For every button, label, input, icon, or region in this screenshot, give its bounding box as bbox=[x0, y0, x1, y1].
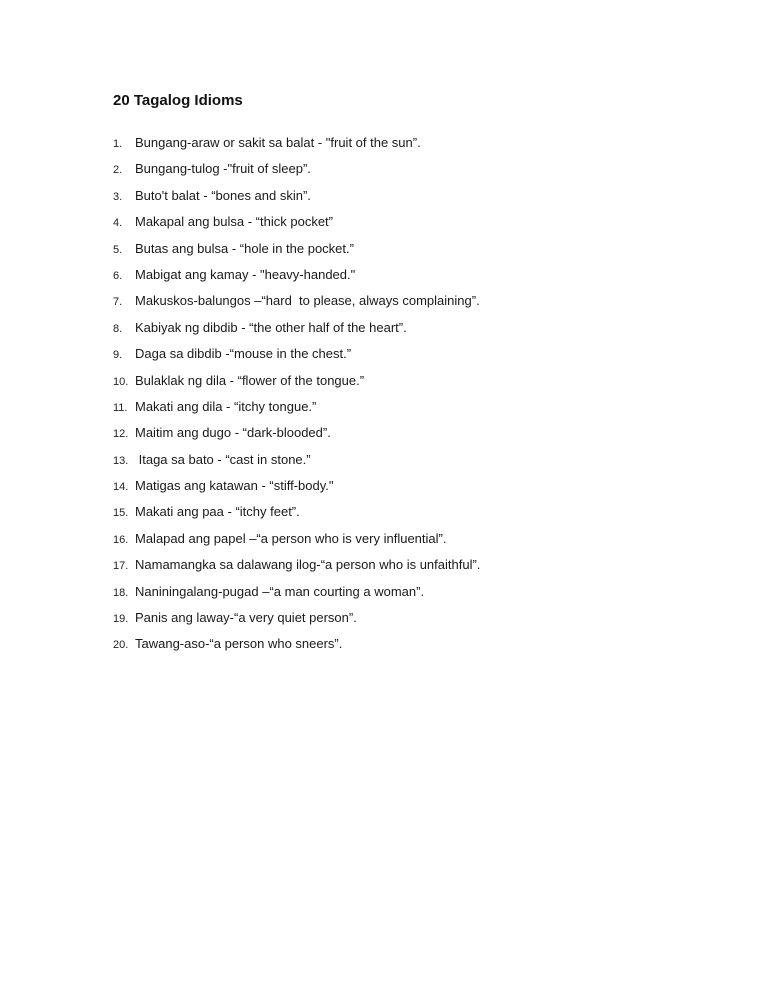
item-number: 17. bbox=[113, 560, 129, 573]
item-number: 2. bbox=[113, 164, 123, 177]
item-number: 12. bbox=[113, 428, 129, 441]
idiom-item bbox=[113, 135, 733, 161]
item-number: 15. bbox=[113, 507, 129, 520]
item-number: 5. bbox=[113, 243, 123, 256]
item-text: Malapad ang papel –“a person who is very influential”. bbox=[135, 530, 447, 546]
item-text: Bungang-araw or sakit sa balat - "fruit of the sun”. bbox=[135, 135, 421, 150]
item-text: Tawang-aso-“a person who sneers”. bbox=[135, 636, 343, 652]
item-text: Buto't balat - “bones and skin”. bbox=[135, 187, 311, 203]
item-number: 4. bbox=[113, 217, 123, 230]
idiom-item bbox=[113, 636, 733, 662]
idiom-item bbox=[113, 293, 733, 319]
idiom-item bbox=[113, 161, 733, 187]
idiom-item bbox=[113, 557, 733, 583]
item-number: 13. bbox=[113, 454, 129, 467]
item-number: 20. bbox=[113, 639, 129, 652]
item-text: Makapal ang bulsa - “thick pocket” bbox=[135, 214, 333, 230]
idiom-item bbox=[113, 478, 733, 504]
idiom-item bbox=[113, 504, 733, 530]
item-number: 14. bbox=[113, 481, 129, 494]
item-text: Makati ang dila - “itchy tongue.” bbox=[135, 398, 317, 414]
item-text: Mabigat ang kamay - "heavy-handed." bbox=[135, 266, 356, 282]
item-text: Daga sa dibdib -“mouse in the chest.” bbox=[135, 346, 352, 362]
item-text: Panis ang laway-“a very quiet person”. bbox=[135, 610, 357, 626]
item-text: Bungang-tulog -"fruit of sleep”. bbox=[135, 161, 311, 177]
item-number: 19. bbox=[113, 613, 129, 626]
idiom-item bbox=[113, 241, 733, 267]
item-number: 11. bbox=[113, 401, 128, 414]
idiom-item bbox=[113, 399, 733, 425]
item-text: Maitim ang dugo - “dark-blooded”. bbox=[135, 425, 331, 441]
item-text: Makuskos-balungos –“hard to please, always complaining”. bbox=[135, 293, 480, 309]
item-number: 16. bbox=[113, 533, 129, 546]
item-number: 18. bbox=[113, 586, 129, 599]
idiom-item bbox=[113, 373, 733, 399]
idiom-item bbox=[113, 584, 733, 610]
item-text: Kabiyak ng dibdib - “the other half of the heart”. bbox=[135, 319, 407, 335]
item-number: 10. bbox=[113, 375, 129, 388]
idiom-item bbox=[113, 320, 733, 346]
item-text: Namamangka sa dalawang ilog-“a person who is unfaithful”. bbox=[135, 557, 481, 573]
item-text: Makati ang paa - “itchy feet”. bbox=[135, 504, 300, 520]
idiom-item bbox=[113, 267, 733, 293]
idiom-item bbox=[113, 425, 733, 451]
item-number: 9. bbox=[113, 349, 123, 362]
item-text: Matigas ang katawan - “stiff-body." bbox=[135, 478, 334, 494]
idiom-list bbox=[113, 135, 733, 663]
idiom-item bbox=[113, 610, 733, 636]
idiom-item bbox=[113, 452, 733, 478]
idiom-item bbox=[113, 188, 733, 214]
item-text: Butas ang bulsa - “hole in the pocket.” bbox=[135, 240, 354, 256]
item-number: 3. bbox=[113, 190, 123, 203]
item-number: 8. bbox=[113, 322, 123, 335]
item-number: 6. bbox=[113, 269, 123, 282]
item-text: Naniningalang-pugad –“a man courting a woman”. bbox=[135, 583, 425, 599]
item-number: 1. bbox=[113, 138, 123, 150]
idiom-item bbox=[113, 346, 733, 372]
item-text: Itaga sa bato - “cast in stone.” bbox=[135, 451, 311, 467]
idiom-item bbox=[113, 214, 733, 240]
item-text: Bulaklak ng dila - “flower of the tongue.” bbox=[135, 372, 365, 388]
item-number: 7. bbox=[113, 296, 123, 309]
document-title: 20 Tagalog Idioms bbox=[113, 92, 243, 109]
idiom-item bbox=[113, 531, 733, 557]
